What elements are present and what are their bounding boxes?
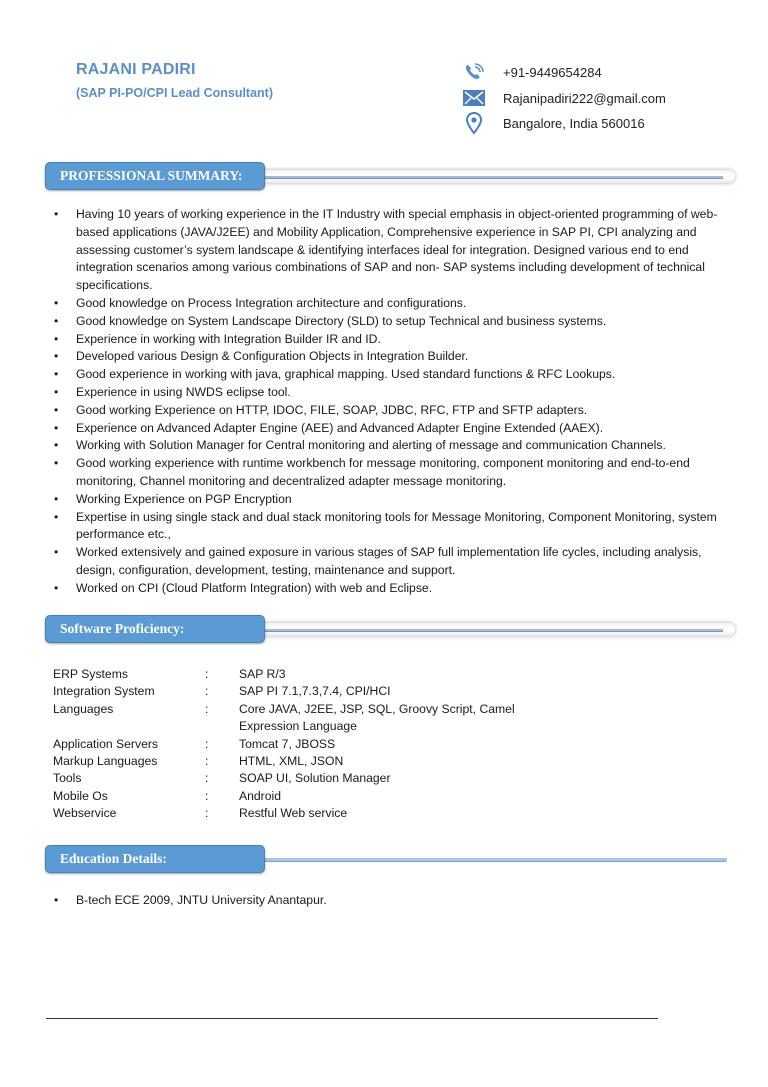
location-pin-icon [462,113,486,133]
skill-row [53,788,539,805]
envelope-icon [462,88,486,108]
section-header-software [45,615,735,645]
skill-value: Restful Web service [239,806,348,821]
section-divider [255,176,723,179]
skill-row [53,753,539,770]
list-item: • Worked extensively and gained exposure in various stages of SAP full implementation life cycles, including analysis, design, configuration, development, testing, maintenance and support. [52,544,732,580]
skill-value: SAP PI 7.1,7.3,7.4, CPI/HCI [239,684,391,699]
phone-icon [462,62,486,82]
list-item: • Expertise in using single stack and dual stack monitoring tools for Message Monitoring, Component Monitoring, system performance etc., [52,509,732,545]
section-title: Education Details: [45,845,265,873]
skill-key: Application Servers [53,736,158,751]
education-list [52,892,732,910]
skill-value: SOAP UI, Solution Manager [239,771,391,786]
list-item: • Working with Solution Manager for Central monitoring and alerting of message and communication Channels. [52,437,732,455]
footer-divider [46,1018,658,1019]
section-title: Software Proficiency: [45,615,265,643]
skill-separator: : [205,701,209,716]
list-item: • Good knowledge on System Landscape Directory (SLD) to setup Technical and business systems. [52,313,732,331]
list-item: • Worked on CPI (Cloud Platform Integration) with web and Eclipse. [52,580,732,598]
list-item: • Experience in using NWDS eclipse tool. [52,384,732,402]
skill-key: Integration System [53,684,155,699]
skill-value: Android [239,788,282,803]
location-text: Bangalore, India 560016 [503,115,645,131]
skills-table [53,666,539,823]
list-item: • Developed various Design & Configuration Objects in Integration Builder. [52,348,732,366]
email-address: Rajanipadiri222@gmail.com [503,90,666,106]
skill-row [53,666,539,683]
candidate-role: (SAP PI-PO/CPI Lead Consultant) [76,86,274,100]
skill-separator: : [205,806,209,821]
list-item: • Experience in working with Integration Builder IR and ID. [52,331,732,349]
list-item: • Experience on Advanced Adapter Engine (AEE) and Advanced Adapter Engine Extended (AAEX). [52,420,732,438]
skill-key: Mobile Os [53,788,108,803]
skill-row [53,736,539,753]
skill-key: Webservice [53,806,117,821]
skill-value: SAP R/3 [239,667,286,681]
skill-separator: : [205,771,209,786]
contact-location [462,113,645,133]
section-divider [255,629,723,632]
summary-list [52,206,732,598]
skill-row [53,683,539,700]
section-title: PROFESSIONAL SUMMARY: [45,162,265,190]
phone-number: +91-9449654284 [503,64,602,80]
list-item: • Having 10 years of working experience in the IT Industry with special emphasis in object-oriented programming of web-based applications (JAVA/J2EE) and Mobility Application, Comprehensive experience in SAP PI, CPI analyzing and assessing customer’s system landscape & identifying interfaces ideal for integration. Designed various end to end integration scenarios among various combinations of SAP and non- SAP systems including development of technical specifications. [52,206,732,295]
list-item: • Good knowledge on Process Integration architecture and configurations. [52,295,732,313]
list-item: • Good experience in working with java, graphical mapping. Used standard functions & RFC Lookups. [52,366,732,384]
skill-key: Markup Languages [53,754,158,769]
skill-key: Languages [53,701,114,716]
skill-row [53,805,539,822]
skill-key: ERP Systems [53,667,128,681]
list-item: • Working Experience on PGP Encryption [52,491,732,509]
contact-phone [462,62,602,82]
skill-separator: : [205,684,209,699]
skill-separator: : [205,667,209,681]
section-header-summary [45,162,735,192]
list-item: • Good working experience with runtime workbench for message monitoring, component monitoring and end-to-end monitoring, Channel monitoring and decentralized adapter message monitoring. [52,455,732,491]
list-item: • B-tech ECE 2009, JNTU University Anantapur. [52,892,732,910]
skill-value: Tomcat 7, JBOSS [239,736,336,751]
skill-key: Tools [53,771,82,786]
skill-value: HTML, XML, JSON [239,754,344,769]
list-item: • Good working Experience on HTTP, IDOC, FILE, SOAP, JDBC, RFC, FTP and SFTP adapters. [52,402,732,420]
skill-separator: : [205,754,209,769]
candidate-name: RAJANI PADIRI [76,61,196,78]
contact-email [462,88,666,108]
section-header-education [45,845,735,875]
section-divider [255,858,727,862]
skill-row [53,701,539,736]
skill-value: Core JAVA, J2EE, JSP, SQL, Groovy Script, Camel Expression Language [239,701,515,734]
skill-row [53,770,539,787]
skill-separator: : [205,788,209,803]
skill-separator: : [205,736,209,751]
